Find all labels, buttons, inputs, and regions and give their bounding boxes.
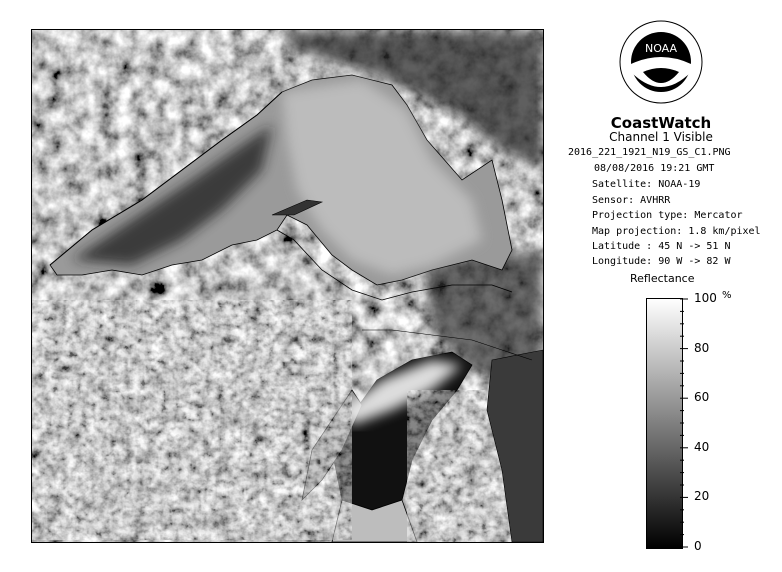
colorbar-tick-label: 40 bbox=[694, 439, 710, 454]
channel-label: Channel 1 Visible bbox=[609, 130, 713, 144]
map-projection-label: Map projection: 1.8 km/pixel bbox=[592, 226, 761, 237]
satellite-label: Satellite: NOAA-19 bbox=[592, 179, 701, 190]
longitude-label: Longitude: 90 W -> 82 W bbox=[592, 256, 731, 267]
reflectance-colorbar bbox=[646, 298, 683, 549]
latitude-label: Latitude : 45 N -> 51 N bbox=[592, 241, 731, 252]
colorbar-tick-label: 60 bbox=[694, 390, 710, 405]
noaa-logo bbox=[619, 20, 703, 104]
colorbar-unit: % bbox=[722, 290, 732, 301]
satellite-image-map bbox=[31, 29, 544, 543]
colorbar-title: Reflectance bbox=[630, 272, 695, 285]
colorbar-tick-label: 80 bbox=[694, 340, 710, 355]
colorbar-tick-label: 100 bbox=[694, 291, 717, 305]
satellite-image bbox=[32, 30, 543, 542]
projection-type-label: Projection type: Mercator bbox=[592, 210, 743, 221]
app-title: CoastWatch bbox=[610, 114, 712, 132]
sensor-label: Sensor: AVHRR bbox=[592, 195, 671, 206]
colorbar-tick-label: 0 bbox=[694, 539, 702, 553]
colorbar-ticks bbox=[680, 298, 692, 548]
colorbar-tick-label: 20 bbox=[694, 489, 710, 504]
filename-label: 2016_221_1921_N19_GS_C1.PNG bbox=[568, 147, 731, 158]
logo-text: NOAA bbox=[644, 42, 678, 55]
datetime-label: 08/08/2016 19:21 GMT bbox=[594, 163, 715, 174]
